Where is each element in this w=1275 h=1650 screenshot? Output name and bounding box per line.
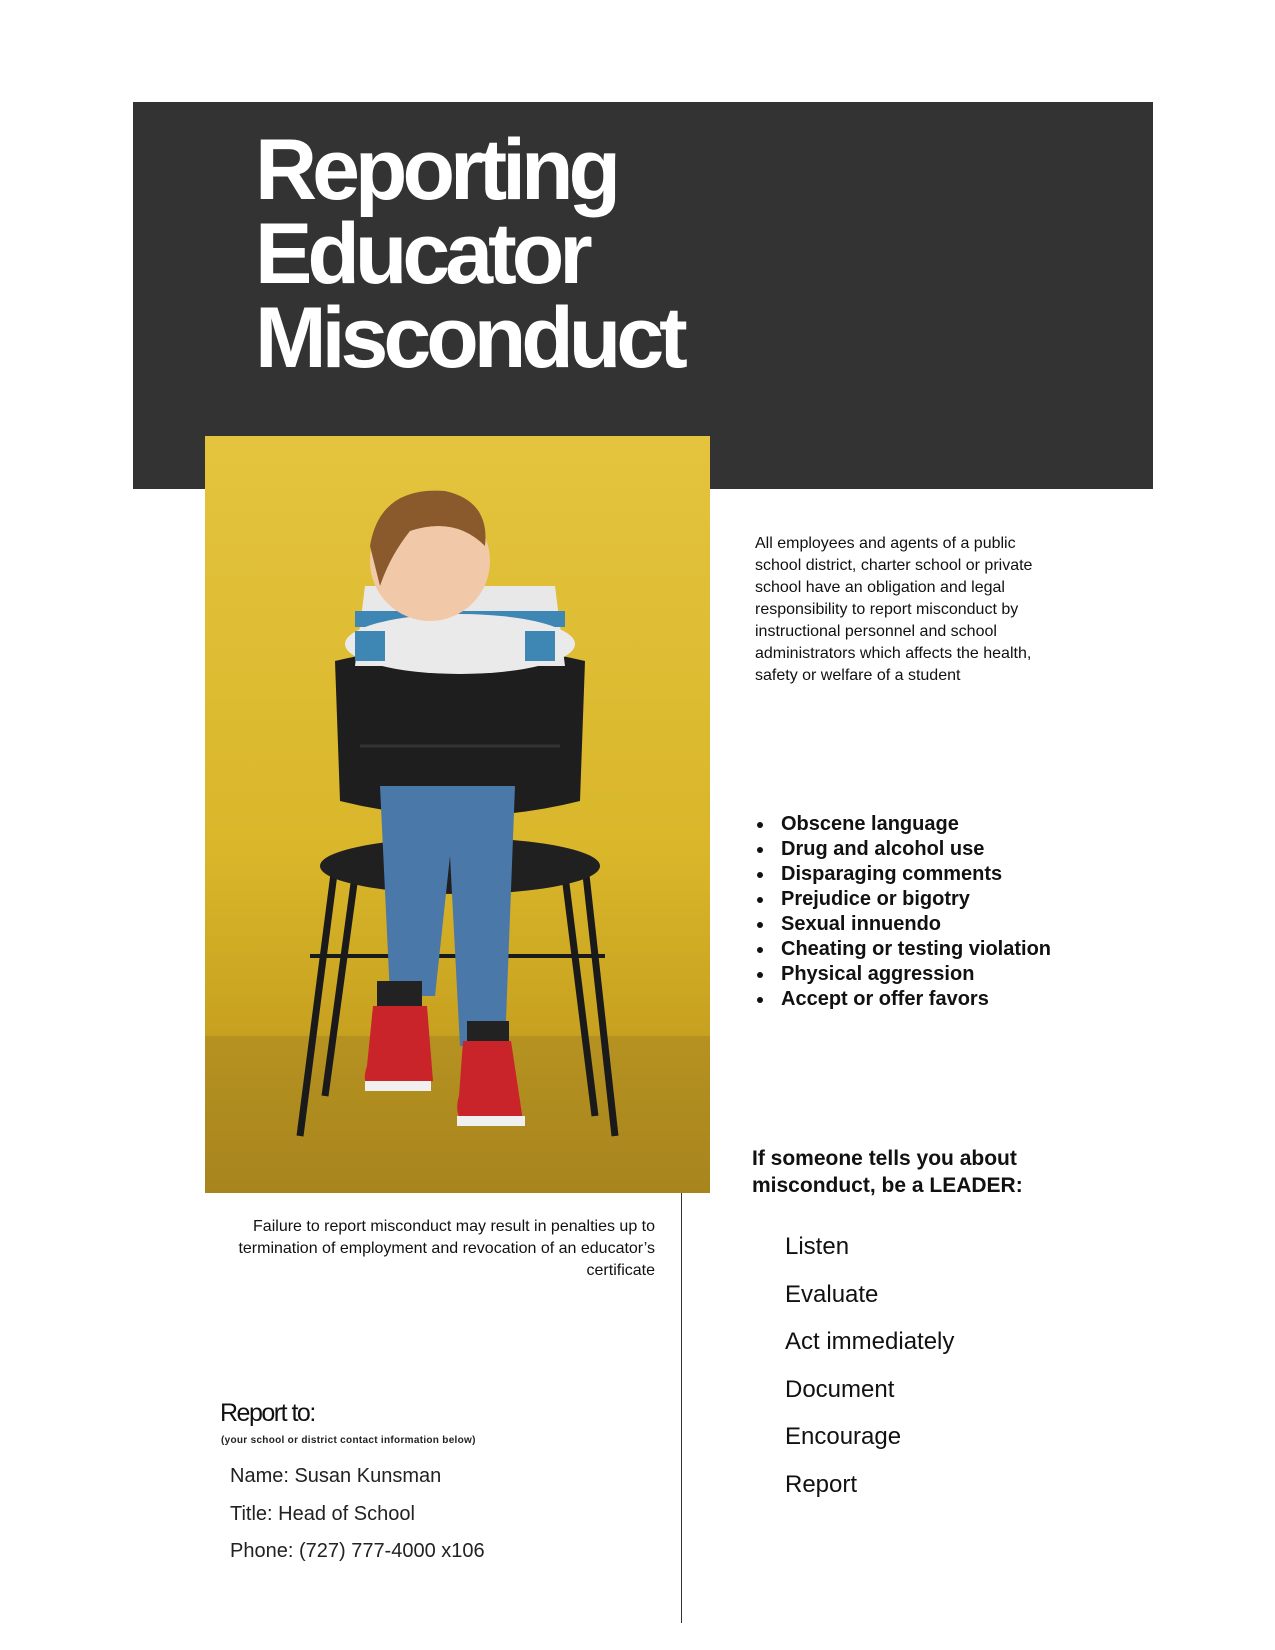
title-line-3: Misconduct	[255, 290, 683, 386]
misconduct-list	[755, 812, 1051, 1012]
list-item: Disparaging comments	[755, 862, 1051, 887]
leader-step-report: Report	[785, 1470, 858, 1498]
list-item: Prejudice or bigotry	[755, 887, 1051, 912]
child-illustration	[205, 436, 710, 1193]
report-to-heading: Report to:	[220, 1399, 315, 1427]
leader-step-evaluate: Evaluate	[785, 1280, 879, 1308]
failure-notice: Failure to report misconduct may result in penalties up to termination of employment and revocation of an educator’s certificate	[238, 1218, 655, 1279]
leader-steps	[785, 1230, 954, 1515]
column-divider	[681, 1193, 682, 1623]
page-title	[255, 122, 683, 386]
leader-step-listen: Listen	[785, 1233, 850, 1260]
list-item: Cheating or testing violation	[755, 937, 1051, 962]
leader-step-encourage: Encourage	[785, 1423, 902, 1450]
list-item: Obscene language	[755, 812, 1051, 837]
list-item: Sexual innuendo	[755, 912, 1051, 937]
contact-name: Name: Susan Kunsman	[230, 1465, 442, 1487]
leader-step-act: Act immediately	[785, 1328, 955, 1355]
list-item: Accept or offer favors	[755, 987, 1051, 1012]
list-item: Physical aggression	[755, 962, 1051, 987]
title-line-1: Reporting	[255, 122, 617, 218]
list-item: Drug and alcohol use	[755, 837, 1051, 862]
child-on-chair-photo	[205, 436, 710, 1193]
leader-step-document: Document	[785, 1375, 895, 1403]
contact-title: Title: Head of School	[230, 1502, 415, 1525]
obligation-paragraph: All employees and agents of a public school district, charter school or private school have an obligation and legal responsibility to report misconduct by instructional personnel and school administrators which affects the health, safety or welfare of a student	[755, 535, 1033, 684]
contact-phone: Phone: (727) 777-4000 x106	[230, 1540, 485, 1562]
title-line-2: Educator	[255, 206, 588, 302]
leader-heading: If someone tells you about misconduct, be a LEADER:	[752, 1147, 1023, 1197]
report-to-subheading: (your school or district contact information below)	[221, 1435, 476, 1446]
contact-info	[230, 1462, 485, 1575]
